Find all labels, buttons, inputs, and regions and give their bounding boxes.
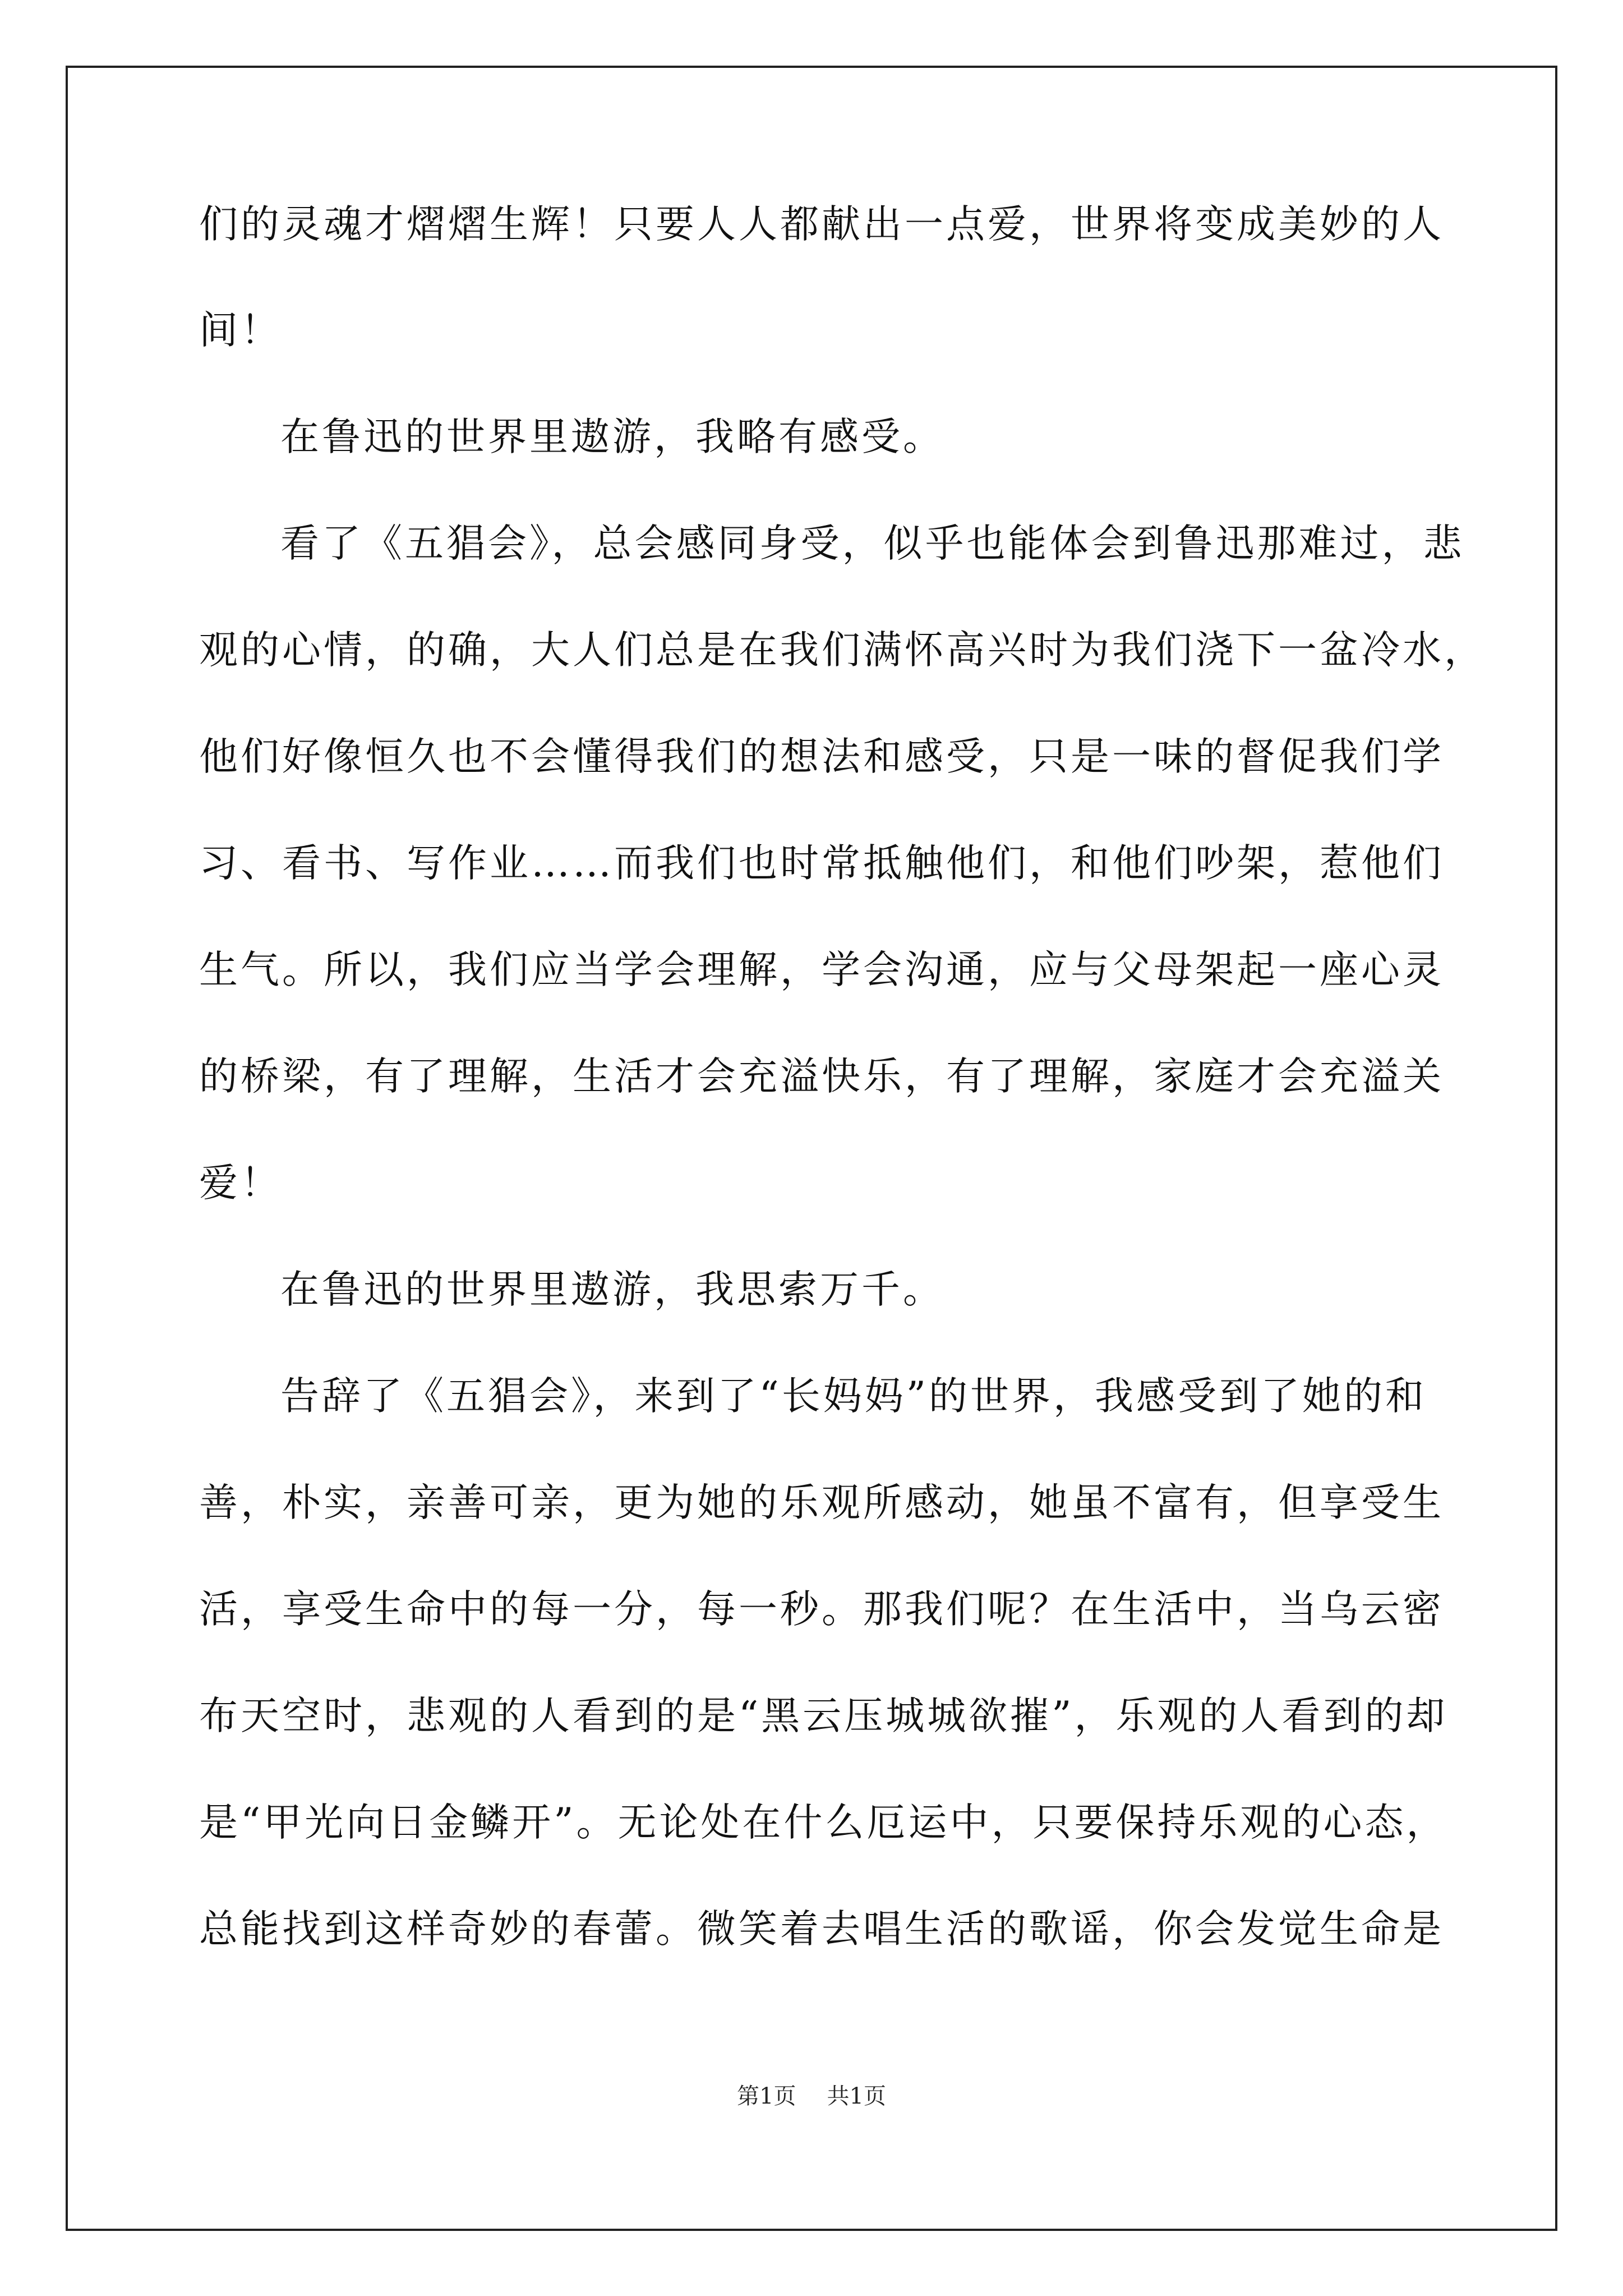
paragraph-start-line: 看了《五猖会》，总会感同身受，似乎也能体会到鲁迅那难过，悲	[280, 521, 1465, 566]
text-line: 观的心情，的确，大人们总是在我们满怀高兴时为我们浇下一盆冷水，	[199, 628, 1486, 673]
text-line: 间！	[199, 308, 282, 353]
page-footer	[0, 2082, 1623, 2110]
text-line: 习、看书、写作业……而我们也时常抵触他们，和他们吵架，惹他们	[199, 841, 1444, 886]
text-line: 生气。所以，我们应当学会理解，学会沟通，应与父母架起一座心灵	[199, 947, 1444, 992]
text-line: 他们好像恒久也不会懂得我们的想法和感受，只是一味的督促我们学	[199, 734, 1444, 779]
text-line: 总能找到这样奇妙的春蕾。微笑着去唱生活的歌谣，你会发觉生命是	[199, 1907, 1444, 1952]
page-total: 共1页	[827, 2083, 886, 2109]
text-line: 爱！	[199, 1161, 282, 1205]
text-line: 活，享受生命中的每一分，每一秒。那我们呢？在生活中，当乌云密	[199, 1587, 1444, 1632]
text-line: 善，朴实，亲善可亲，更为她的乐观所感动，她虽不富有，但享受生	[199, 1480, 1444, 1525]
paragraph-start-line: 在鲁迅的世界里遨游，我思索万千。	[280, 1267, 944, 1312]
page-border	[66, 66, 1557, 2231]
paragraph-start-line: 在鲁迅的世界里遨游，我略有感受。	[280, 415, 944, 459]
paragraph-start-line: 告辞了《五猖会》，来到了“长妈妈”的世界，我感受到了她的和	[280, 1374, 1427, 1419]
text-line: 布天空时，悲观的人看到的是“黑云压城城欲摧”，乐观的人看到的却	[199, 1694, 1448, 1738]
text-line: 是“甲光向日金鳞开”。无论处在什么厄运中，只要保持乐观的心态，	[199, 1800, 1448, 1845]
text-line: 的桥梁，有了理解，生活才会充溢快乐，有了理解，家庭才会充溢关	[199, 1054, 1444, 1099]
text-line: 们的灵魂才熠熠生辉！只要人人都献出一点爱，世界将变成美妙的人	[199, 202, 1444, 247]
page-number: 第1页	[737, 2083, 796, 2109]
